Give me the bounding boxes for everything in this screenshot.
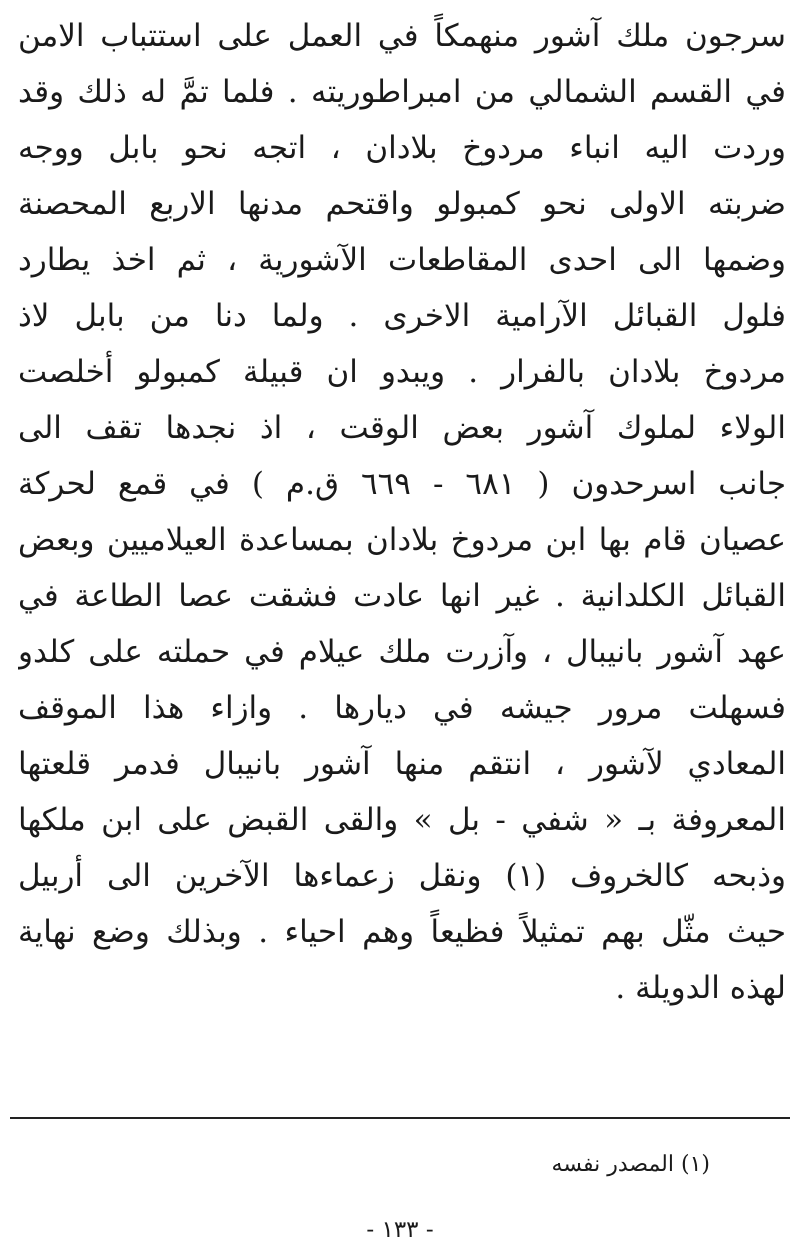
text-line: سرجون ملك آشور منهمكاً في العمل على استتباب الامن <box>18 18 786 54</box>
text-line: وردت اليه انباء مردوخ بلادان ، اتجه نحو بابل ووجه <box>18 130 786 166</box>
body-text <box>18 8 786 1016</box>
text-line: عهد آشور بانيبال ، وآزرت ملك عيلام في حملته على كلدو <box>18 634 786 670</box>
text-line: جانب اسرحدون ( ٦٨١ - ٦٦٩ ق.م ) في قمع لحركة <box>18 466 786 502</box>
text-line: وضمها الى احدى المقاطعات الآشورية ، ثم اخذ يطارد <box>18 242 786 278</box>
text-line: فلول القبائل الآرامية الاخرى . ولما دنا من بابل لاذ <box>18 298 786 334</box>
text-line: المعادي لآشور ، انتقم منها آشور بانيبال فدمر قلعتها <box>18 746 786 782</box>
text-line: وذبحه كالخروف (١) ونقل زعماءها الآخرين الى أربيل <box>18 858 786 894</box>
text-line: لهذه الدويلة . <box>615 970 786 1006</box>
text-line: ضربته الاولى نحو كمبولو واقتحم مدنها الاربع المحصنة <box>18 186 786 222</box>
text-line: فسهلت مرور جيشه في ديارها . وازاء هذا الموقف <box>18 690 786 726</box>
text-line: عصيان قام بها ابن مردوخ بلادان بمساعدة العيلاميين وبعض <box>18 522 786 558</box>
text-line: المعروفة بـ « شفي - بل » والقى القبض على ابن ملكها <box>18 802 786 838</box>
footnote-divider <box>10 1117 790 1119</box>
text-line: القبائل الكلدانية . غير انها عادت فشقت عصا الطاعة في <box>18 578 786 614</box>
page-number: - ١٣٣ - <box>366 1217 434 1243</box>
text-line: الولاء لملوك آشور بعض الوقت ، اذ نجدها تقف الى <box>18 410 786 446</box>
footnote: (١) المصدر نفسه <box>551 1152 710 1177</box>
text-line: مردوخ بلادان بالفرار . ويبدو ان قبيلة كمبولو أخلصت <box>18 354 786 390</box>
text-line: في القسم الشمالي من امبراطوريته . فلما تمَّ له ذلك وقد <box>18 74 786 110</box>
text-line: حيث مثّل بهم تمثيلاً فظيعاً وهم احياء . وبذلك وضع نهاية <box>18 914 786 950</box>
